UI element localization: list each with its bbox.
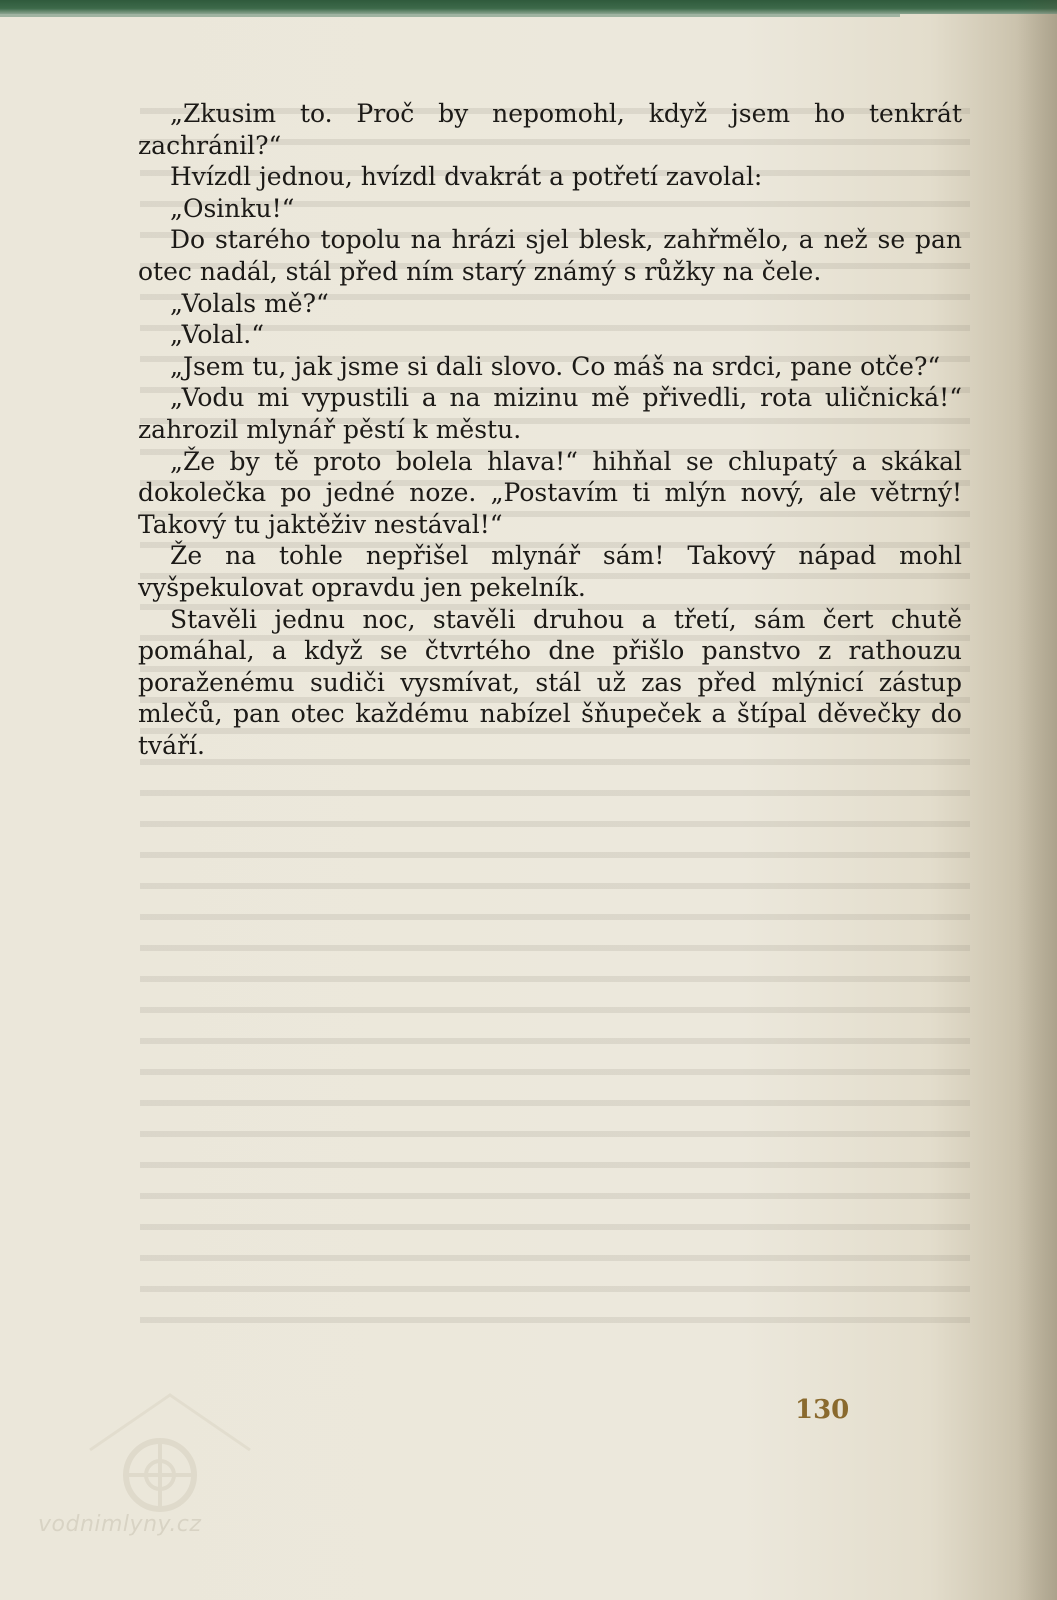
paragraph: Hvízdl jednou, hvízdl dvakrát a potřetí zavolal: (170, 162, 763, 192)
paragraph: „Zkusim to. Proč by nepomohl, když jsem ho tenkrát zachránil?“ (138, 99, 962, 160)
paragraph: Že na tohle nepřišel mlynář sám! Takový nápad mohl vyšpekulovat opravdu jen pekelník. (138, 541, 962, 602)
paragraph: Do starého topolu na hrázi sjel blesk, zahřmělo, a než se pan otec nadál, stál před ním starý známý s růžky na čele. (138, 225, 962, 286)
paragraph: Stavěli jednu noc, stavěli druhou a třetí, sám čert chutě pomáhal, a když se čtvrtého dne přišlo panstvo z rathouzu poraženému sudiči vysmívat, stál už zas před mlýnicí zástup mlečů, pan otec každému nabízel šňupeček a štípal děvečky do tváří. (138, 604, 962, 760)
paragraph: „Vodu mi vypustili a na mizinu mě přivedli, rota uličnická!“ zahrozil mlynář pěstí k městu. (138, 383, 962, 444)
paragraph: „Volals mě?“ (170, 288, 329, 318)
top-cover-edge (0, 0, 1057, 14)
paragraph: „Volal.“ (170, 320, 265, 350)
top-cover-edge-line (0, 14, 900, 17)
watermark-text: vodnimlyny.cz (38, 1512, 202, 1537)
body-text (138, 98, 962, 761)
page-edge-shadow (1017, 0, 1057, 1600)
paragraph: „Jsem tu, jak jsme si dali slovo. Co máš na srdci, pane otče?“ (170, 351, 941, 381)
page-number: 130 (795, 1395, 850, 1425)
paragraph: „Že by tě proto bolela hlava!“ hihňal se chlupatý a skákal dokolečka po jedné noze. „Postavím ti mlýn nový, ale větrný! Takový tu jaktěživ nestával!“ (138, 446, 962, 539)
paragraph: „Osinku!“ (170, 193, 295, 223)
